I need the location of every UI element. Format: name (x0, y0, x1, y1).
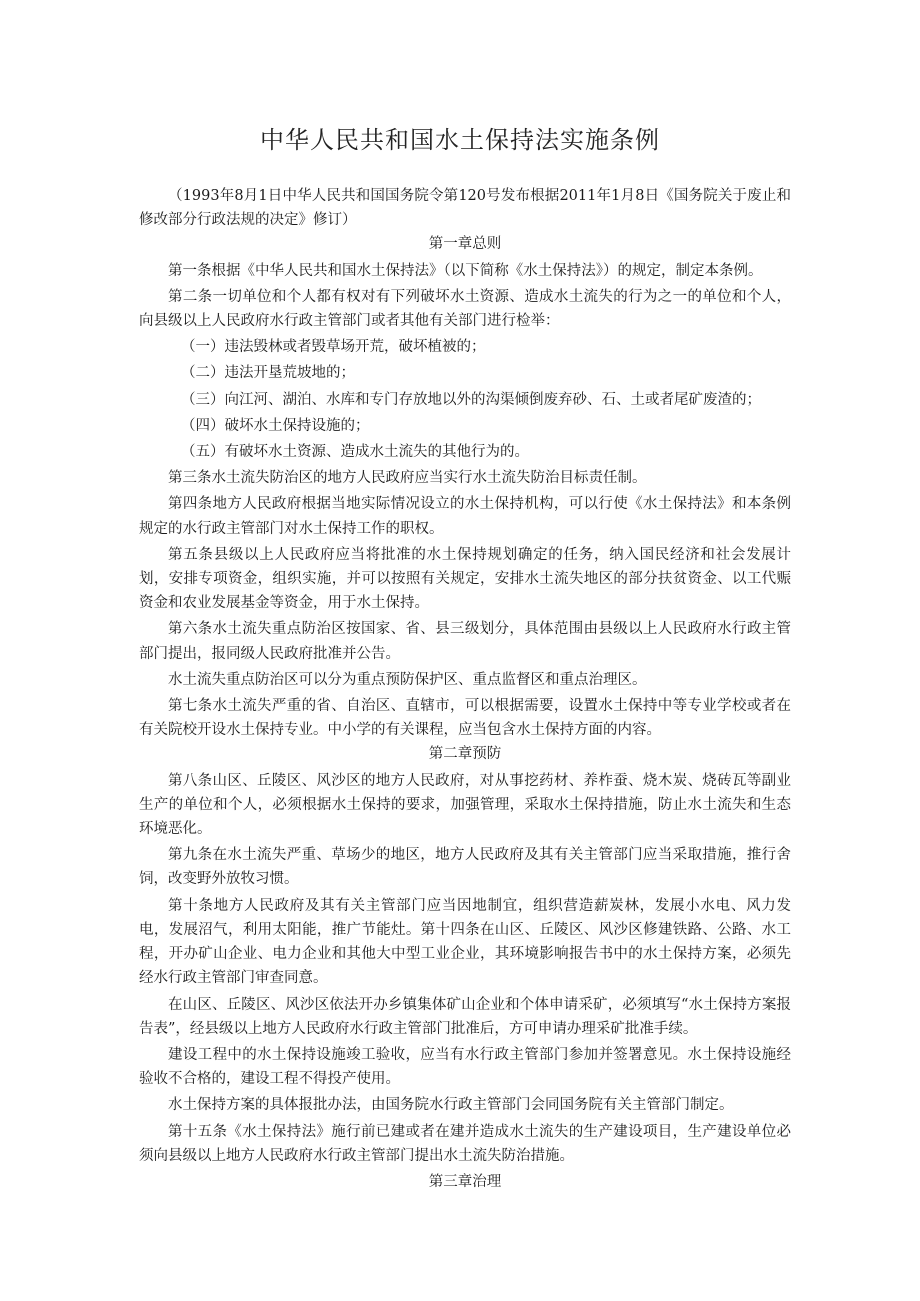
preamble: （1993年8月1日中华人民共和国国务院令第120号发布根据2011年1月8日《国务院关于废止和修改部分行政法规的决定》修订） (139, 188, 791, 229)
article-2-item-1: （一）违法毁林或者毁草场开荒，破坏植被的； (181, 339, 486, 356)
article-2-item-4: （四）破坏水土保持设施的； (181, 417, 370, 434)
document-body (139, 184, 791, 1194)
chapter-heading-1: 第一章总则 (428, 236, 502, 253)
article-6-paragraph-2: 水土流失重点防治区可以分为重点预防保护区、重点监督区和重点治理区。 (168, 671, 647, 688)
article-2: 第二条一切单位和个人都有权对有下列破坏水土资源、造成水土流失的行为之一的单位和个人，向县级以上人民政府水行政主管部门或者其他有关部门进行检举： (139, 288, 791, 330)
article-9: 第九条在水土流失严重、草场少的地区，地方人民政府及其有关主管部门应当采取措施，推行舍饲，改变野外放牧习惯。 (139, 847, 791, 888)
article-2-item-5: （五）有破坏水土资源、造成水土流失的其他行为的。 (181, 444, 530, 461)
article-14-paragraph-3: 建设工程中的水土保持设施竣工验收，应当有水行政主管部门参加并签署意见。水土保持设施经验收不合格的，建设工程不得投产使用。 (139, 1046, 791, 1088)
article-14-paragraph-4: 水土保持方案的具体报批办法，由国务院水行政主管部门会同国务院有关主管部门制定。 (168, 1097, 734, 1114)
chapter-heading-2: 第二章预防 (428, 746, 502, 763)
article-2-item-3: （三）向江河、湖泊、水库和专门存放地以外的沟渠倾倒废弃砂、石、土或者尾矿废渣的； (181, 391, 762, 408)
article-1: 第一条根据《中华人民共和国水土保持法》（以下简称《水土保持法》）的规定，制定本条例。 (168, 262, 763, 279)
chapter-heading-3: 第三章治理 (428, 1173, 502, 1190)
article-6: 第六条水土流失重点防治区按国家、省、县三级划分，具体范围由县级以上人民政府水行政主管部门提出，报同级人民政府批准并公告。 (139, 621, 791, 662)
article-8: 第八条山区、丘陵区、风沙区的地方人民政府，对从事挖药材、养柞蚕、烧木炭、烧砖瓦等副业生产的单位和个人，必须根据水土保持的要求，加强管理，采取水土保持措施，防止水土流失和生态环境恶化。 (139, 772, 791, 838)
article-5: 第五条县级以上人民政府应当将批准的水土保持规划确定的任务，纳入国民经济和社会发展计划，安排专项资金，组织实施，并可以按照有关规定，安排水土流失地区的部分扶贫资金、以工代赈资金和农业发展基金等资金，用于水土保持。 (139, 546, 791, 612)
article-7: 第七条水土流失严重的省、自治区、直辖市，可以根据需要，设置水土保持中等专业学校或者在有关院校开设水土保持专业。中小学的有关课程，应当包含水土保持方面的内容。 (139, 698, 791, 739)
article-14-paragraph-2: 在山区、丘陵区、风沙区依法开办乡镇集体矿山企业和个体申请采矿，必须填写“水土保持方案报告表”，经县级以上地方人民政府水行政主管部门批准后，方可申请办理采矿批准手续。 (139, 996, 791, 1037)
article-3: 第三条水土流失防治区的地方人民政府应当实行水土流失防治目标责任制。 (168, 470, 647, 487)
article-4: 第四条地方人民政府根据当地实际情况设立的水土保持机构，可以行使《水土保持法》和本条例规定的水行政主管部门对水土保持工作的职权。 (139, 496, 791, 537)
article-15: 第十五条《水土保持法》施行前已建或者在建并造成水土流失的生产建设项目，生产建设单位必须向县级以上地方人民政府水行政主管部门提出水土流失防治措施。 (139, 1123, 791, 1164)
article-2-item-2: （二）违法开垦荒坡地的； (181, 365, 356, 382)
document-title: 中华人民共和国水土保持法实施条例 (260, 126, 660, 154)
article-10-14: 第十条地方人民政府及其有关主管部门应当因地制宜，组织营造薪炭林，发展小水电、风力发电，发展沼气，利用太阳能，推广节能灶。第十四条在山区、丘陵区、风沙区修建铁路、公路、水工程，开办矿山企业、电力企业和其他大中型工业企业，其环境影响报告书中的水土保持方案，必须先经水行政主管部门审查同意。 (139, 897, 791, 987)
